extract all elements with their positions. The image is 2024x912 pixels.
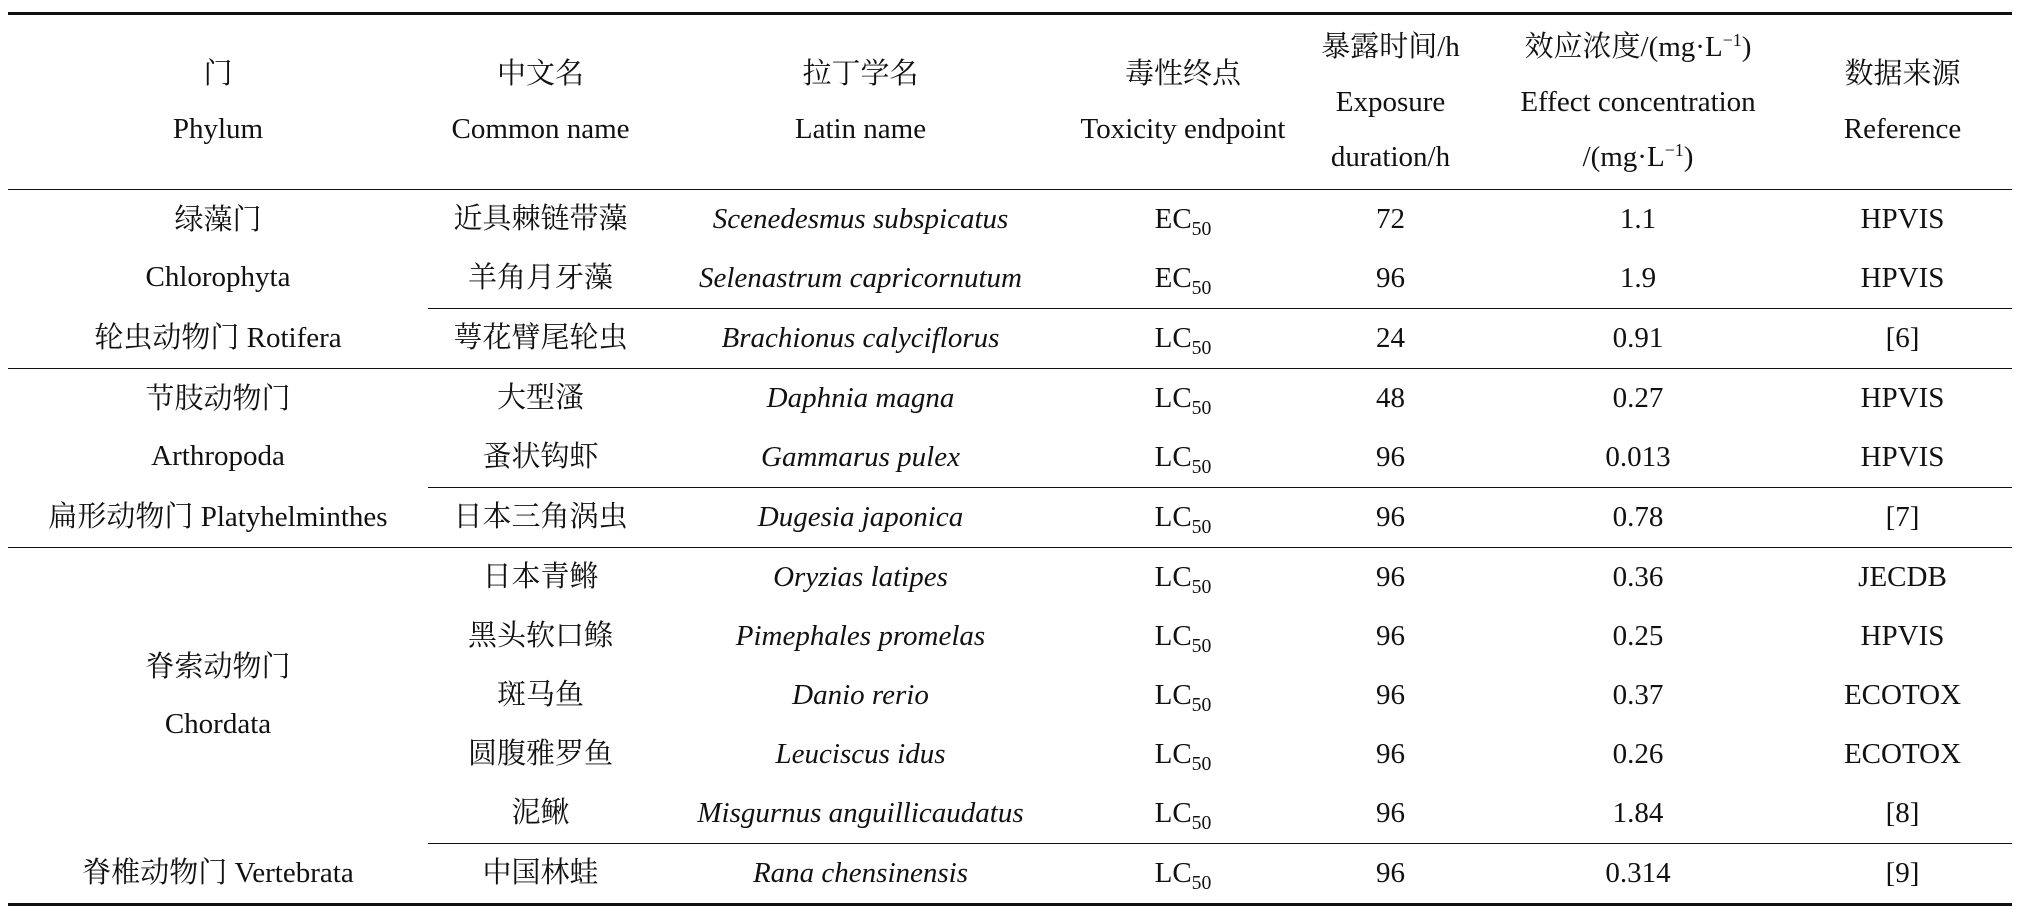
endpoint-text: EC bbox=[1154, 262, 1192, 294]
latin-name-cell: Oryzias latipes bbox=[773, 561, 948, 593]
endpoint-cell bbox=[1068, 309, 1298, 369]
duration-cell: 96 bbox=[1298, 844, 1483, 905]
phylum-cell-vertebrata bbox=[8, 844, 428, 905]
endpoint-sub: 50 bbox=[1191, 336, 1212, 359]
header-conc-zh-exp: −1 bbox=[1722, 29, 1742, 50]
duration-cell: 96 bbox=[1376, 561, 1405, 593]
header-reference-en: Reference bbox=[1843, 113, 1962, 145]
endpoint-cell bbox=[1068, 607, 1298, 666]
phylum-en: Arthropoda bbox=[151, 440, 285, 473]
header-duration-en1: Exposure bbox=[1335, 85, 1446, 118]
endpoint-sub: 50 bbox=[1191, 396, 1212, 419]
reference-cell: HPVIS bbox=[1793, 428, 2012, 488]
header-conc-unit-suffix: ) bbox=[1683, 140, 1694, 173]
header-common-zh: 中文名 bbox=[496, 58, 584, 90]
endpoint-sub: 50 bbox=[1191, 811, 1212, 834]
duration-cell: 96 bbox=[1376, 738, 1405, 770]
header-latin-zh: 拉丁学名 bbox=[802, 58, 919, 90]
header-conc-unit bbox=[1485, 130, 1791, 185]
duration-cell: 48 bbox=[1376, 382, 1405, 414]
phylum-zh: 节肢动物门 bbox=[145, 383, 291, 416]
concentration-cell: 1.9 bbox=[1483, 249, 1793, 309]
toxicity-table-container bbox=[8, 12, 2012, 906]
table-row bbox=[8, 190, 2012, 250]
header-duration-zh: 暴露时间/h bbox=[1321, 30, 1460, 63]
header-exposure-duration bbox=[1298, 14, 1483, 190]
endpoint-text: EC bbox=[1154, 203, 1192, 235]
phylum-en: Platyhelminthes bbox=[200, 500, 388, 533]
header-phylum-en: Phylum bbox=[172, 113, 264, 145]
concentration-cell: 0.91 bbox=[1483, 309, 1793, 369]
header-latin-name bbox=[653, 14, 1068, 190]
reference-cell: ECOTOX bbox=[1843, 738, 1962, 770]
table-body bbox=[8, 190, 2012, 905]
table-header bbox=[8, 14, 2012, 190]
latin-name-cell: Danio rerio bbox=[792, 679, 929, 711]
endpoint-cell bbox=[1068, 488, 1298, 548]
endpoint-sub: 50 bbox=[1191, 634, 1212, 657]
endpoint-text: LC bbox=[1154, 738, 1192, 770]
endpoint-sub: 50 bbox=[1191, 752, 1212, 775]
header-conc-unit-exp: −1 bbox=[1664, 139, 1684, 160]
header-reference-zh: 数据来源 bbox=[1844, 58, 1961, 90]
phylum-zh: 脊椎动物门 bbox=[82, 856, 228, 889]
concentration-cell: 0.314 bbox=[1483, 844, 1793, 905]
duration-cell: 72 bbox=[1376, 203, 1405, 235]
endpoint-text: LC bbox=[1154, 501, 1192, 533]
latin-name-cell: Pimephales promelas bbox=[735, 620, 986, 652]
header-conc-en: Effect concentration bbox=[1520, 85, 1756, 118]
concentration-cell: 0.37 bbox=[1612, 679, 1664, 711]
phylum-zh: 轮虫动物门 bbox=[94, 321, 240, 354]
endpoint-text: LC bbox=[1154, 857, 1192, 889]
header-toxicity-endpoint bbox=[1068, 14, 1298, 190]
common-name-cell: 黑头软口鲦 bbox=[467, 620, 613, 652]
phylum-cell-chordata bbox=[8, 548, 428, 844]
common-name-cell: 近具棘链带藻 bbox=[453, 203, 628, 235]
phylum-en: Vertebrata bbox=[234, 856, 354, 889]
phylum-cell-chlorophyta bbox=[8, 190, 428, 309]
endpoint-cell bbox=[1068, 666, 1298, 725]
latin-name-cell: Rana chensinensis bbox=[653, 844, 1068, 905]
latin-name-cell: Gammarus pulex bbox=[653, 428, 1068, 488]
header-effect-concentration bbox=[1483, 14, 1793, 190]
duration-cell: 96 bbox=[1298, 488, 1483, 548]
header-duration-en2: duration/h bbox=[1330, 140, 1451, 173]
endpoint-text: LC bbox=[1154, 797, 1192, 829]
duration-cell: 96 bbox=[1376, 679, 1405, 711]
header-phylum-zh: 门 bbox=[203, 58, 233, 90]
header-conc-zh-suffix: ) bbox=[1741, 30, 1752, 63]
endpoint-sub: 50 bbox=[1191, 871, 1212, 894]
phylum-zh: 绿藻门 bbox=[174, 204, 262, 237]
endpoint-sub: 50 bbox=[1191, 217, 1212, 240]
header-row bbox=[8, 14, 2012, 190]
reference-cell: HPVIS bbox=[1793, 249, 2012, 309]
duration-cell: 96 bbox=[1376, 620, 1405, 652]
concentration-cell: 0.013 bbox=[1483, 428, 1793, 488]
header-conc-unit-text: /(mg·L bbox=[1582, 140, 1665, 173]
reference-cell: HPVIS bbox=[1860, 203, 1945, 235]
phylum-cell-rotifera bbox=[8, 309, 428, 369]
common-name-cell: 斑马鱼 bbox=[496, 679, 584, 711]
reference-cell: ECOTOX bbox=[1843, 679, 1962, 711]
reference-cell: [7] bbox=[1793, 488, 2012, 548]
common-name-cell: 日本三角涡虫 bbox=[428, 488, 653, 548]
phylum-cell-platyhelminthes bbox=[8, 488, 428, 548]
duration-cell: 96 bbox=[1298, 784, 1483, 844]
phylum-en: Chordata bbox=[164, 707, 272, 740]
endpoint-cell bbox=[1068, 249, 1298, 309]
common-name-cell: 羊角月牙藻 bbox=[428, 249, 653, 309]
header-common-name bbox=[428, 14, 653, 190]
reference-cell: JECDB bbox=[1858, 561, 1947, 593]
latin-name-cell: Scenedesmus subspicatus bbox=[712, 203, 1009, 235]
phylum-en: Rotifera bbox=[246, 321, 342, 354]
reference-cell: [8] bbox=[1793, 784, 2012, 844]
table-row bbox=[8, 369, 2012, 429]
concentration-cell: 0.25 bbox=[1612, 620, 1664, 652]
endpoint-text: LC bbox=[1154, 620, 1192, 652]
common-name-cell: 大型溞 bbox=[496, 382, 584, 414]
common-name-cell: 圆腹雅罗鱼 bbox=[467, 738, 613, 770]
phylum-cell-arthropoda bbox=[8, 369, 428, 488]
common-name-cell: 蚤状钩虾 bbox=[428, 428, 653, 488]
common-name-cell: 萼花臂尾轮虫 bbox=[428, 309, 653, 369]
endpoint-cell bbox=[1068, 725, 1298, 784]
duration-cell: 24 bbox=[1298, 309, 1483, 369]
toxicity-data-table bbox=[8, 12, 2012, 906]
endpoint-cell bbox=[1068, 548, 1298, 608]
reference-cell: [9] bbox=[1793, 844, 2012, 905]
concentration-cell: 0.36 bbox=[1612, 561, 1664, 593]
endpoint-text: LC bbox=[1154, 382, 1192, 414]
endpoint-text: LC bbox=[1154, 679, 1192, 711]
duration-cell: 96 bbox=[1298, 249, 1483, 309]
phylum-zh: 脊索动物门 bbox=[145, 650, 291, 683]
phylum-zh: 扁形动物门 bbox=[48, 500, 194, 533]
concentration-cell: 1.84 bbox=[1483, 784, 1793, 844]
endpoint-cell bbox=[1068, 369, 1298, 429]
concentration-cell: 1.1 bbox=[1619, 203, 1657, 235]
endpoint-text: LC bbox=[1154, 441, 1192, 473]
header-conc-zh-text: 效应浓度/(mg·L bbox=[1524, 30, 1723, 63]
phylum-en: Chlorophyta bbox=[145, 261, 291, 294]
concentration-cell: 0.27 bbox=[1612, 382, 1664, 414]
latin-name-cell: Daphnia magna bbox=[766, 382, 955, 414]
concentration-cell: 0.26 bbox=[1612, 738, 1664, 770]
endpoint-sub: 50 bbox=[1191, 455, 1212, 478]
common-name-cell: 泥鳅 bbox=[428, 784, 653, 844]
header-endpoint-en: Toxicity endpoint bbox=[1080, 113, 1286, 145]
table-row bbox=[8, 548, 2012, 608]
duration-cell: 96 bbox=[1298, 428, 1483, 488]
reference-cell: [6] bbox=[1793, 309, 2012, 369]
header-reference bbox=[1793, 14, 2012, 190]
header-endpoint-zh: 毒性终点 bbox=[1124, 58, 1241, 90]
table-row bbox=[8, 309, 2012, 369]
endpoint-text: LC bbox=[1154, 561, 1192, 593]
header-conc-zh bbox=[1485, 20, 1791, 75]
reference-cell: HPVIS bbox=[1860, 382, 1945, 414]
endpoint-sub: 50 bbox=[1191, 276, 1212, 299]
concentration-cell: 0.78 bbox=[1483, 488, 1793, 548]
reference-cell: HPVIS bbox=[1860, 620, 1945, 652]
common-name-cell: 日本青鳉 bbox=[482, 561, 599, 593]
table-row bbox=[8, 488, 2012, 548]
common-name-cell: 中国林蛙 bbox=[428, 844, 653, 905]
header-latin-en: Latin name bbox=[794, 113, 927, 145]
header-phylum bbox=[8, 14, 428, 190]
latin-name-cell: Misgurnus anguillicaudatus bbox=[653, 784, 1068, 844]
header-common-en: Common name bbox=[451, 113, 630, 145]
endpoint-cell bbox=[1068, 844, 1298, 905]
endpoint-cell bbox=[1068, 784, 1298, 844]
endpoint-text: LC bbox=[1154, 322, 1192, 354]
endpoint-sub: 50 bbox=[1191, 515, 1212, 538]
endpoint-cell bbox=[1068, 190, 1298, 250]
latin-name-cell: Dugesia japonica bbox=[653, 488, 1068, 548]
endpoint-sub: 50 bbox=[1191, 575, 1212, 598]
latin-name-cell: Selenastrum capricornutum bbox=[653, 249, 1068, 309]
latin-name-cell: Leuciscus idus bbox=[775, 738, 946, 770]
table-row bbox=[8, 844, 2012, 905]
endpoint-sub: 50 bbox=[1191, 693, 1212, 716]
latin-name-cell: Brachionus calyciflorus bbox=[653, 309, 1068, 369]
endpoint-cell bbox=[1068, 428, 1298, 488]
